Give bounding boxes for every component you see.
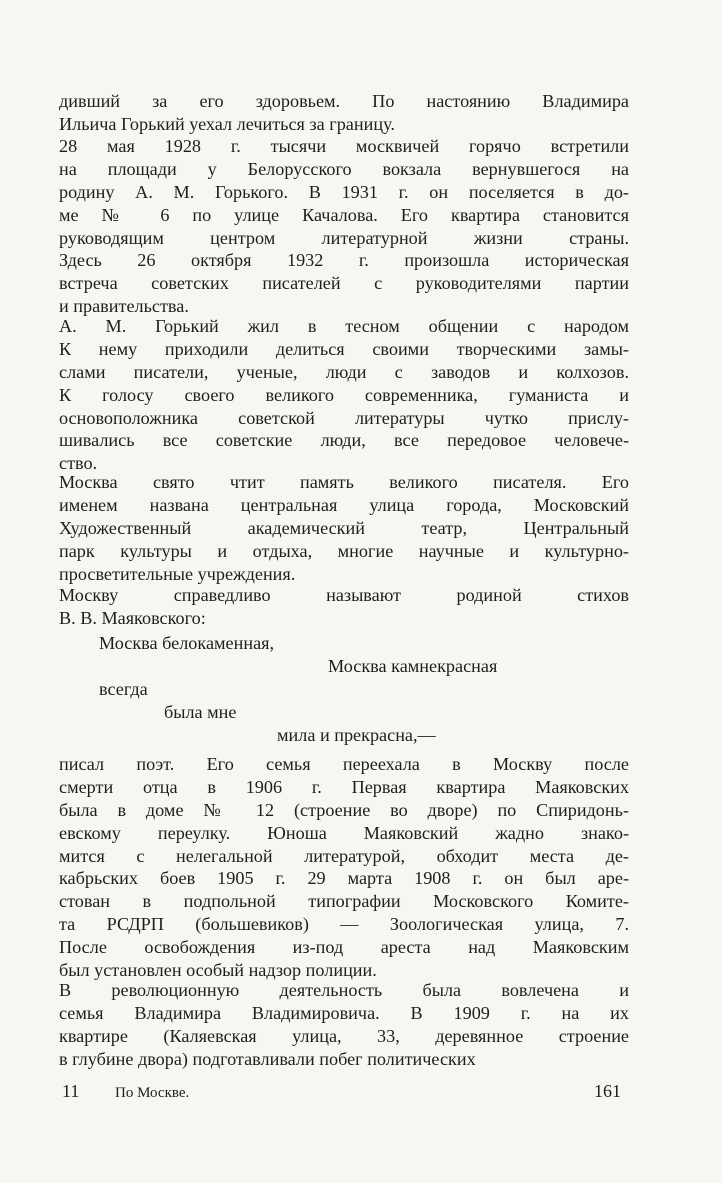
text-line: слами писатели, ученые, люди с заводов и колхозов. [59, 361, 629, 382]
text-line: К голосу своего великого современника, гуманиста и [59, 384, 629, 405]
text-line: Ильича Горький уехал лечиться за границу. [59, 113, 395, 134]
text-line: евскому переулку. Юноша Маяковский жадно знако- [59, 822, 629, 843]
paragraph-continuation [59, 90, 629, 136]
text-line: кабрьских боев 1905 г. 29 марта 1908 г. он был аре- [59, 868, 629, 889]
page-number: 161 [594, 1081, 621, 1101]
text-line: Москва свято чтит память великого писателя. Его [59, 472, 629, 492]
paragraph-revolutionary-family [59, 979, 629, 1071]
verse-line-5: мила и прекрасна,— [277, 725, 436, 745]
paragraph-mayakovsky-family [59, 753, 629, 982]
text-line: просветительные учреждения. [59, 563, 296, 584]
text-line: квартире (Каляевская улица, 33, деревянное строение [59, 1025, 629, 1046]
text-line: был установлен особый надзор полиции. [59, 960, 377, 981]
text-line: А. М. Горький жил в тесном общении с народом [59, 316, 629, 336]
text-line: на площади у Белорусского вокзала вернувшегося на [59, 158, 629, 179]
text-line: стован в подпольной типографии Московского Комите- [59, 891, 629, 912]
text-line: и правительства. [59, 296, 189, 317]
text-line: В революционную деятельность была вовлечена и [59, 980, 629, 1000]
text-line: семья Владимира Владимировича. В 1909 г. на их [59, 1002, 629, 1023]
text-line: родину А. М. Горького. В 1931 г. он поселяется в до- [59, 181, 629, 202]
text-line: писал поэт. Его семья переехала в Москву после [59, 754, 629, 774]
text-line: смерти отца в 1906 г. Первая квартира Маяковских [59, 776, 629, 797]
signature-number: 11 [62, 1081, 80, 1101]
text-line: После освобождения из-под ареста над Маяковским [59, 937, 629, 958]
paragraph-moscow-memory [59, 471, 629, 585]
paragraph-mayakovsky-intro [59, 584, 629, 630]
text-line: Москву справедливо называют родиной стихов [59, 585, 629, 605]
text-line: парк культуры и отдыха, многие научные и культурно- [59, 540, 629, 561]
text-line: К нему приходили делиться своими творческими замы- [59, 338, 629, 359]
text-line: руководящим центром литературной жизни страны. [59, 227, 629, 248]
text-line: Художественный академический театр, Центральный [59, 517, 629, 538]
text-line: ство. [59, 453, 98, 474]
text-line: именем названа центральная улица города, Московский [59, 494, 629, 515]
paragraph-gorky-return-1928 [59, 135, 629, 318]
text-line: мится с нелегальной литературой, обходит места де- [59, 845, 629, 866]
text-line: Здесь 26 октября 1932 г. произошла историческая [59, 250, 629, 271]
text-line: шивались все советские люди, все передовое человече- [59, 430, 629, 451]
paragraph-gorky-people [59, 315, 629, 475]
verse-line-1: Москва белокаменная, [99, 633, 275, 653]
text-line: в глубине двора) подготавливали побег политических [59, 1048, 476, 1069]
verse-line-4: была мне [164, 702, 237, 722]
signature-title: По Москве. [115, 1085, 190, 1101]
text-line: основоположника советской литературы чутко прислу- [59, 407, 629, 428]
text-line: была в доме № 12 (строение во дворе) по Спиридонь- [59, 799, 629, 820]
text-line: 28 мая 1928 г. тысячи москвичей горячо встретили [59, 136, 629, 156]
verse-line-3: всегда [99, 679, 148, 699]
verse-line-2: Москва камнекрасная [328, 656, 498, 676]
text-line: та РСДРП (большевиков) — Зоологическая улица, 7. [59, 914, 629, 935]
text-line: дивший за его здоровьем. По настоянию Владимира [59, 91, 629, 111]
text-line: В. В. Маяковского: [59, 607, 206, 628]
text-line: встреча советских писателей с руководителями партии [59, 273, 629, 294]
text-line: ме № 6 по улице Качалова. Его квартира становится [59, 204, 629, 225]
